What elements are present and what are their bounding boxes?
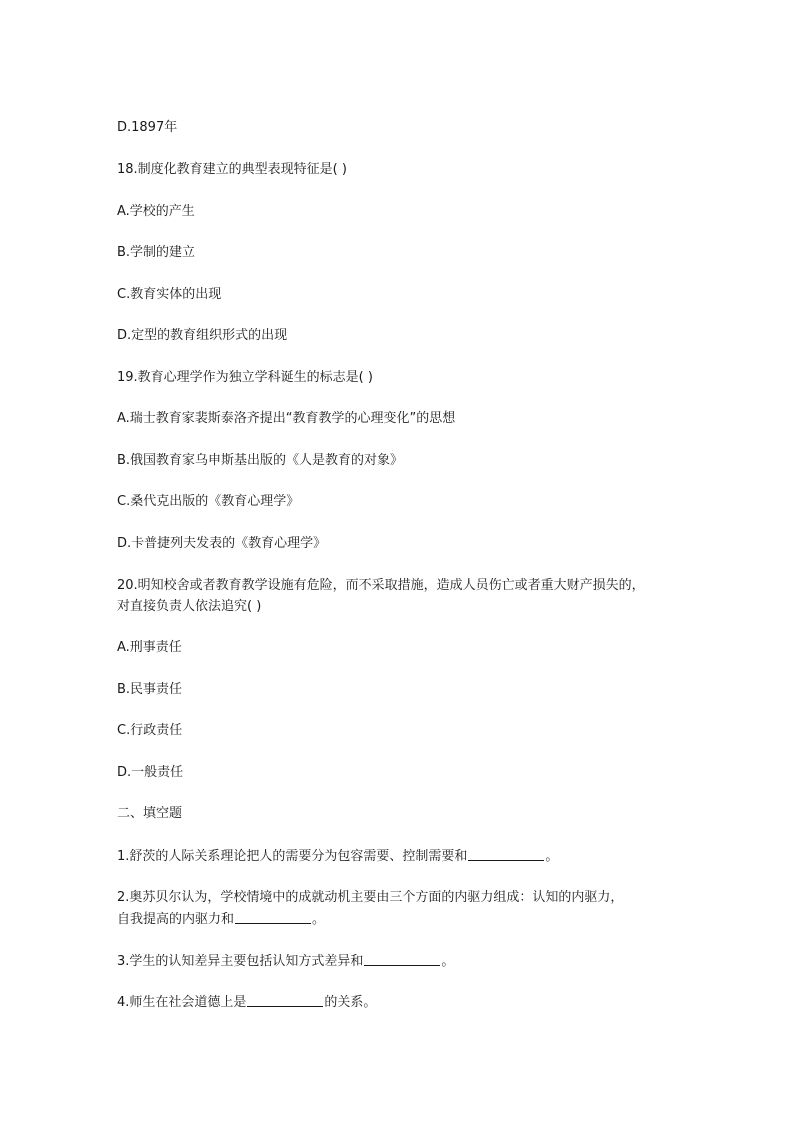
q18-option-d: D.定型的教育组织形式的出现 [117,328,288,343]
q19-option-a: A.瑞士教育家裴斯泰洛齐提出“教育教学的心理变化”的思想 [117,411,456,426]
q19-stem: 19.教育心理学作为独立学科诞生的标志是( ) [117,370,373,385]
q20-option-a: A.刑事责任 [117,640,182,655]
fill-question-3 [117,951,454,972]
q19-option-d: D.卡普捷列夫发表的《教育心理学》 [117,536,327,551]
fill2-end: 。 [312,912,326,927]
fill-question-2 [117,909,325,930]
fill3-text: 3.学生的认知差异主要包括认知方式差异和 [117,954,364,969]
section2-heading: 二、填空题 [117,806,183,821]
fill1-blank [468,846,544,861]
fill4-blank [247,992,323,1007]
fill-question-4 [117,992,376,1013]
fill1-text: 1.舒茨的人际关系理论把人的需要分为包容需要、控制需要和 [117,849,468,864]
q20-option-b: B.民事责任 [117,682,183,697]
q17-option-d: D.1897年 [117,120,178,135]
fill2-blank [235,909,311,924]
q19-option-c: C.桑代克出版的《教育心理学》 [117,494,300,509]
fill1-end: 。 [545,849,559,864]
fill4-end: 的关系。 [324,995,377,1010]
q20-option-d: D.一般责任 [117,765,184,780]
q20-stem-line2: 对直接负责人依法追究( ) [117,599,262,614]
q18-option-c: C.教育实体的出现 [117,287,222,302]
q18-option-b: B.学制的建立 [117,245,196,260]
fill3-end: 。 [441,954,455,969]
q18-stem: 18.制度化教育建立的典型表现特征是( ) [117,162,347,177]
q20-option-c: C.行政责任 [117,723,183,738]
fill3-blank [364,951,440,966]
fill2-text: 自我提高的内驱力和 [117,912,235,927]
fill2-line1: 2.奥苏贝尔认为，学校情境中的成就动机主要由三个方面的内驱力组成：认知的内驱力， [117,890,624,905]
q20-stem-line1: 20.明知校舍或者教育教学设施有危险，而不采取措施，造成人员伤亡或者重大财产损失的， [117,578,645,593]
fill-question-1 [117,846,558,867]
fill4-text: 4.师生在社会道德上是 [117,995,247,1010]
q19-option-b: B.俄国教育家乌申斯基出版的《人是教育的对象》 [117,453,404,468]
q18-option-a: A.学校的产生 [117,204,195,219]
